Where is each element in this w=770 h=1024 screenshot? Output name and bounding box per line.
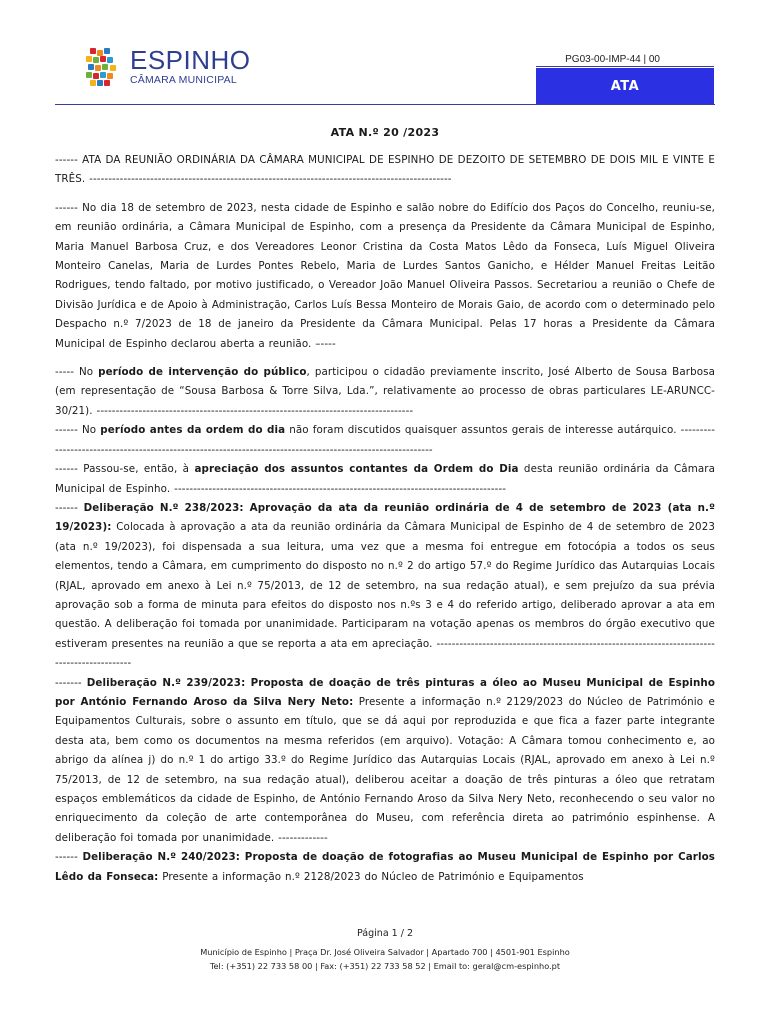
paragraph-deliberation-238: ------ Deliberação N.º 238/2023: Aprovação da ata da reunião ordinária de 4 de setembro de 2023 (ata n.º 19/2023): Colocada à aprovação a ata da reunião ordinária da Câmara Municipal de Espinho de 4 de setembro de 2023 (ata n.º 19/2023), foi dispensada a sua leitura, uma vez que a mesma foi entregue em fotocópia a todos os seus elementos, tendo a Câmara, em cumprimento do disposto no n.º 2 do artigo 57.º do Regime Jurídico das Autarquias Locais (RJAL, aprovado em anexo à Lei n.º 75/2013, de 12 de setembro, na sua redação atual), e sem prejuízo da sua prévia aprovação sob a forma de minuta para efeitos do disposto nos n.ºs 3 e 4 do referido artigo, deliberado aprovar a ata em questão. A deliberação foi tomada por unanimidade. Participaram na votação apenas os membros do órgão executivo que estiveram presentes na reunião a que se reporta a ata em apreciação. ---------------------------------------------------------------------------------------------: [55, 501, 715, 670]
paragraph-public-intervention: ----- No período de intervenção do público, participou o cidadão previamente inscrito, José Alberto de Sousa Barbosa (em representação de “Sousa Barbosa & Torre Silva, Lda.”, relativamente ao processo de obras particulares LE-ARUNCC-30/21). -----------------------------------------------------------------------------------: [55, 366, 715, 417]
espinho-logo: [84, 46, 251, 86]
document-code: PG03-00-IMP-44 | 00: [565, 54, 660, 65]
paragraph-agenda: ------ Passou-se, então, à apreciação dos assuntos contantes da Ordem do Dia desta reunião ordinária da Câmara Municipal de Espinho. ---------------------------------------------------------------------------------------: [55, 463, 715, 495]
header-divider: [55, 104, 715, 105]
paragraph-before-agenda: ------ No período antes da ordem do dia não foram discutidos quaisquer assuntos gerais de interesse autárquico. ------------------------------------------------------------------------------------------------------------: [55, 424, 716, 456]
footer-address: Município de Espinho | Praça Dr. José Oliveira Salvador | Apartado 700 | 4501-901 Espinho: [200, 947, 570, 957]
paragraph-deliberation-239: ------- Deliberação N.º 239/2023: Proposta de doação de três pinturas a óleo ao Museu Municipal de Espinho por António Fernando Aroso da Silva Nery Neto: Presente a informação n.º 2129/2023 do Núcleo de Património e Equipamentos Culturais, sobre o assunto em título, que se dá aqui por reproduzida e que fica a fazer parte integrante desta ata, bem como os documentos na mesma referidos (em arquivo). Votação: A Câmara tomou conhecimento e, ao abrigo da alínea j) do n.º 1 do artigo 33.º do Regime Jurídico das Autarquias Locais (RJAL, aprovado em anexo à Lei n.º 75/2013, de 12 de setembro, na sua redação atual), deliberou aceitar a doação de três pinturas a óleo que retratam espaços emblemáticos da cidade de Espinho, de António Fernando Aroso da Silva Nery Neto, reconhecendo o seu valor no enriquecimento da coleção de arte contemporânea do Museu, com referência direta ao património espinhense. A deliberação foi tomada por unanimidade. -------------: [55, 676, 715, 844]
footer-contacts: Tel: (+351) 22 733 58 00 | Fax: (+351) 22 733 58 52 | Email to: geral@cm-espinho.pt: [209, 961, 561, 971]
document-body: [55, 126, 715, 887]
logo-subtitle: CÂMARA MUNICIPAL: [130, 73, 237, 86]
paragraph-deliberation-240: ------ Deliberação N.º 240/2023: Proposta de doação de fotografias ao Museu Municipal de Espinho por Carlos Lêdo da Fonseca: Presente a informação n.º 2128/2023 do Núcleo de Património e Equipamentos: [55, 851, 715, 883]
paragraph-attendance: ------ No dia 18 de setembro de 2023, nesta cidade de Espinho e salão nobre do Edifício dos Paços do Concelho, reuniu-se, em reunião ordinária, a Câmara Municipal de Espinho, com a presença da Presidente da Câmara Municipal de Espinho, Maria Manuel Barbosa Cruz, e dos Vereadores Leonor Cristina da Costa Matos Lêdo da Fonseca, Luís Miguel Oliveira Monteiro Canelas, Maria de Lurdes Pontes Rebelo, Maria de Lurdes Santos Ganicho, e Hélder Manuel Freitas Leitão Rodrigues, tendo faltado, por motivo justificado, o Vereador João Manuel Oliveira Passos. Secretariou a reunião o Chefe de Divisão Jurídica e de Apoio à Administração, Carlos Luís Bessa Monteiro de Morais Gaio, de acordo com o determinado pelo Despacho n.º 7/2023 de 18 de janeiro da Presidente da Câmara Municipal. Pelas 17 horas a Presidente da Câmara Municipal de Espinho declarou aberta a reunião. –----: [55, 201, 715, 350]
logo-title: ESPINHO: [130, 44, 251, 75]
code-divider: [536, 66, 714, 67]
page-header: [0, 0, 770, 112]
page-number: Página 1 / 2: [357, 928, 413, 939]
page-footer: [0, 928, 770, 973]
logo-mosaic-icon: [84, 46, 124, 86]
ata-badge: ATA: [536, 68, 714, 104]
document-title: ATA N.º 20 /2023: [330, 126, 440, 139]
paragraph-heading: ------ ATA DA REUNIÃO ORDINÁRIA DA CÂMARA MUNICIPAL DE ESPINHO DE DEZOITO DE SETEMBRO DE DOIS MIL E VINTE E TRÊS. -----------------------------------------------------------------------------------------------: [55, 154, 715, 186]
